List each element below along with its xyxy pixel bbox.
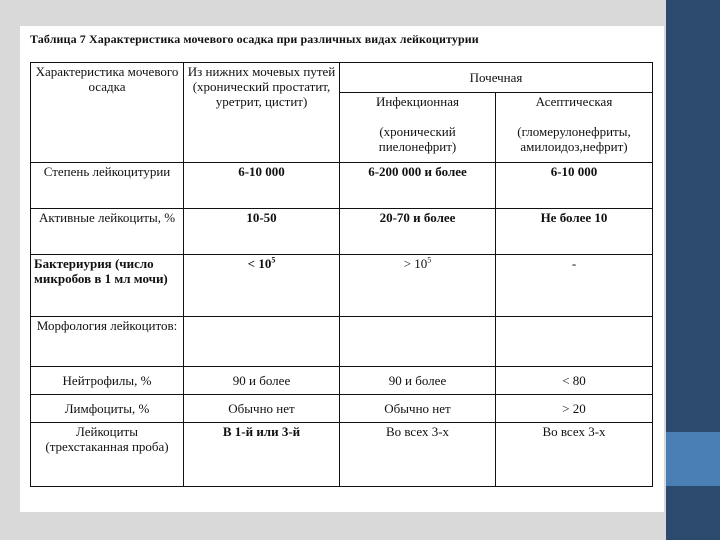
cell-degree-infect: 6-200 000 и более: [340, 163, 496, 209]
cell-bact-infect-base: > 10: [403, 256, 428, 271]
cell-lymph-aseptic: > 20: [496, 395, 653, 423]
row-label-neutrophils: Нейтрофилы, %: [31, 367, 184, 395]
cell-degree-lower: 6-10 000: [184, 163, 340, 209]
header-aseptic-sub: (гломерулонефриты, амилоидоз,нефрит): [517, 124, 631, 154]
header-aseptic: [496, 93, 653, 163]
cell-bact-lower-exp: 5: [271, 255, 276, 265]
row-label-bacteriuria: Бактериурия (число микробов в 1 мл мочи): [31, 255, 184, 317]
header-infectious: [340, 93, 496, 163]
cell-active-lower: 10-50: [184, 209, 340, 255]
header-row-1: [31, 63, 653, 93]
cell-bact-aseptic: -: [496, 255, 653, 317]
table-row-lymphocytes: [31, 395, 653, 423]
cell-morph-empty-1: [184, 317, 340, 367]
table-caption: Таблица 7 Характеристика мочевого осадка при различных видах лейкоцитурии: [30, 32, 479, 46]
row-label-active: Активные лейкоциты, %: [31, 209, 184, 255]
row-label-morphology: Морфология лейкоцитов:: [31, 317, 184, 367]
table-row-morphology: [31, 317, 653, 367]
table-row-active: [31, 209, 653, 255]
cell-lymph-infect: Обычно нет: [340, 395, 496, 423]
leukocyturia-table: [30, 62, 653, 487]
cell-bact-infect: [340, 255, 496, 317]
row-label-lymphocytes: Лимфоциты, %: [31, 395, 184, 423]
document-page: [20, 26, 664, 512]
cell-leuk-infect: Во всех 3-х: [340, 423, 496, 487]
cell-active-aseptic: Не более 10: [496, 209, 653, 255]
cell-bact-lower-base: < 10: [247, 256, 272, 271]
header-renal: Почечная: [340, 63, 653, 93]
header-infectious-sub: (хронический пиелонефрит): [378, 124, 457, 154]
table-row-bacteriuria: [31, 255, 653, 317]
cell-leuk-aseptic: Во всех 3-х: [496, 423, 653, 487]
cell-morph-empty-2: [340, 317, 496, 367]
cell-degree-aseptic: 6-10 000: [496, 163, 653, 209]
right-bar-accent-square: [666, 432, 720, 486]
header-infectious-label: Инфекционная: [376, 94, 459, 109]
cell-morph-empty-3: [496, 317, 653, 367]
cell-leuk-lower: В 1-й или 3-й: [184, 423, 340, 487]
cell-lymph-lower: Обычно нет: [184, 395, 340, 423]
header-aseptic-label: Асептическая: [535, 94, 613, 109]
cell-neut-aseptic: < 80: [496, 367, 653, 395]
header-lower-tract: Из нижних мочевых путей (хронический простатит, уретрит, цистит): [184, 63, 340, 163]
cell-bact-lower: [184, 255, 340, 317]
table-row-neutrophils: [31, 367, 653, 395]
cell-neut-lower: 90 и более: [184, 367, 340, 395]
row-label-leukocytes: Лейкоциты (трехстаканная проба): [31, 423, 184, 487]
cell-neut-infect: 90 и более: [340, 367, 496, 395]
header-characteristic: Характеристика мочевого осадка: [31, 63, 184, 163]
cell-active-infect: 20-70 и более: [340, 209, 496, 255]
table-row-degree: [31, 163, 653, 209]
row-label-degree: Степень лейкоцитурии: [31, 163, 184, 209]
cell-bact-infect-exp: 5: [427, 255, 432, 265]
table-row-leukocytes: [31, 423, 653, 487]
